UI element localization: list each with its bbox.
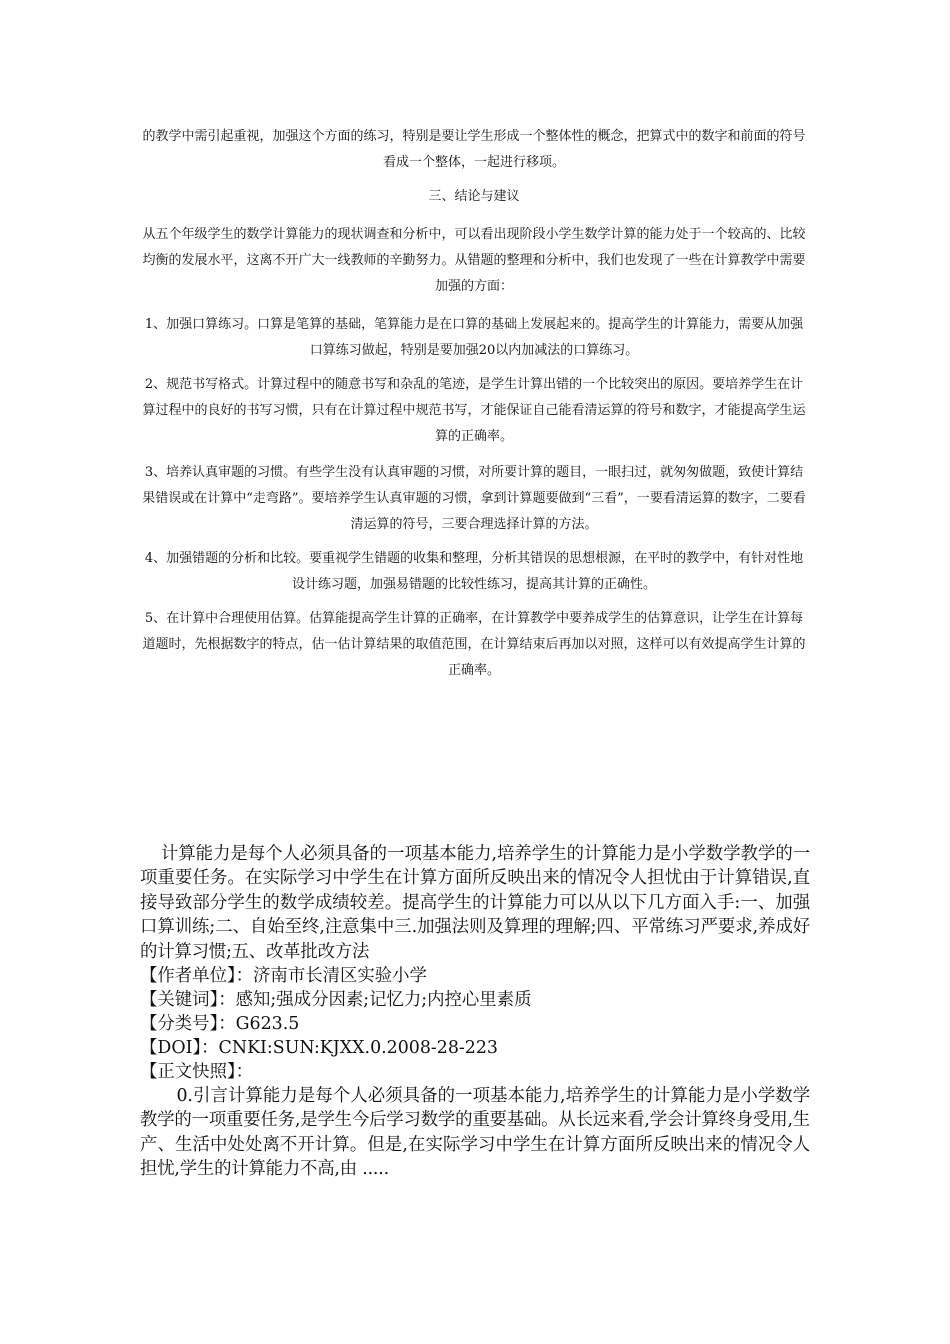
abstract-text: 计算能力是每个人必须具备的一项基本能力,培养学生的计算能力是小学数学教学的一项重要任务。在实际学习中学生在计算方面所反映出来的情况令人担忧由于计算错误,直接导致部分学生的数学成绩较差。提高学生的计算能力可以从以下几方面入手:一、加强口算训练;二、自始至终,注意集中三.加强法则及算理的理解;四、平常练习严要求,养成好的计算习惯;五、改革批改方法 [140, 844, 810, 962]
list-item: 4、加强错题的分析和比较。要重视学生错题的收集和整理，分析其错误的思想根源，在平时的教学中，有针对性地设计练习题，加强易错题的比较性练习，提高其计算的正确性。 [144, 551, 804, 592]
section-heading: 三、结论与建议 [428, 189, 520, 204]
paragraph-intro: 从五个年级学生的数学计算能力的现状调查和分析中，可以看出现阶段小学生数学计算的能力处于一个较高的、比较均衡的发展水平，这离不开广大一线教师的辛勤努力。从错题的整理和分析中，我们也发现了一些在计算教学中需要加强的方面： [142, 227, 806, 294]
list-item: 1、加强口算练习。口算是笔算的基础，笔算能力是在口算的基础上发展起来的。提高学生的计算能力，需要从加强口算练习做起，特别是要加强20以内加减法的口算练习。 [144, 317, 804, 358]
paragraph-continuation: 的教学中需引起重视，加强这个方面的练习，特别是要让学生形成一个整体性的概念，把算式中的数字和前面的符号看成一个整体，一起进行移项。 [142, 129, 806, 170]
classification-number: 【分类号】：G623.5 [140, 1014, 300, 1034]
list-item: 2、规范书写格式。计算过程中的随意书写和杂乱的笔迹，是学生计算出错的一个比较突出的原因。要培养学生在计算过程中的良好的书写习惯，只有在计算过程中规范书写，才能保证自己能看清运算的符号和数字，才能提高学生运算的正确率。 [142, 377, 806, 444]
list-item: 3、培养认真审题的习惯。有些学生没有认真审题的习惯，对所要计算的题目，一眼扫过，就匆匆做题，致使计算结果错误或在计算中“走弯路”。要培养学生认真审题的习惯，拿到计算题要做到“三看”，一要看清运算的数字，二要看清运算的符号，三要合理选择计算的方法。 [142, 465, 806, 532]
keywords: 【关键词】：感知;强成分因素;记忆力;内控心里素质 [140, 990, 532, 1010]
list-item: 5、在计算中合理使用估算。估算能提高学生计算的正确率，在计算教学中要养成学生的估算意识，让学生在计算每道题时，先根据数字的特点，估一估计算结果的取值范围，在计算结束后再加以对照，这样可以有效提高学生计算的正确率。 [142, 611, 806, 678]
snapshot-label: 【正文快照】： [140, 1062, 254, 1082]
snapshot-text: 0.引言计算能力是每个人必须具备的一项基本能力,培养学生的计算能力是小学数学教学的一项重要任务,是学生今后学习数学的重要基础。从长远来看,学会计算终身受用,生产、生活中处处离不开计算。但是,在实际学习中学生在计算方面所反映出来的情况令人担忧,学生的计算能力不高,由 ..... [140, 1086, 810, 1180]
doi: 【DOI】：CNKI:SUN:KJXX.0.2008-28-223 [140, 1038, 498, 1058]
author-unit: 【作者单位】：济南市长清区实验小学 [140, 966, 427, 986]
